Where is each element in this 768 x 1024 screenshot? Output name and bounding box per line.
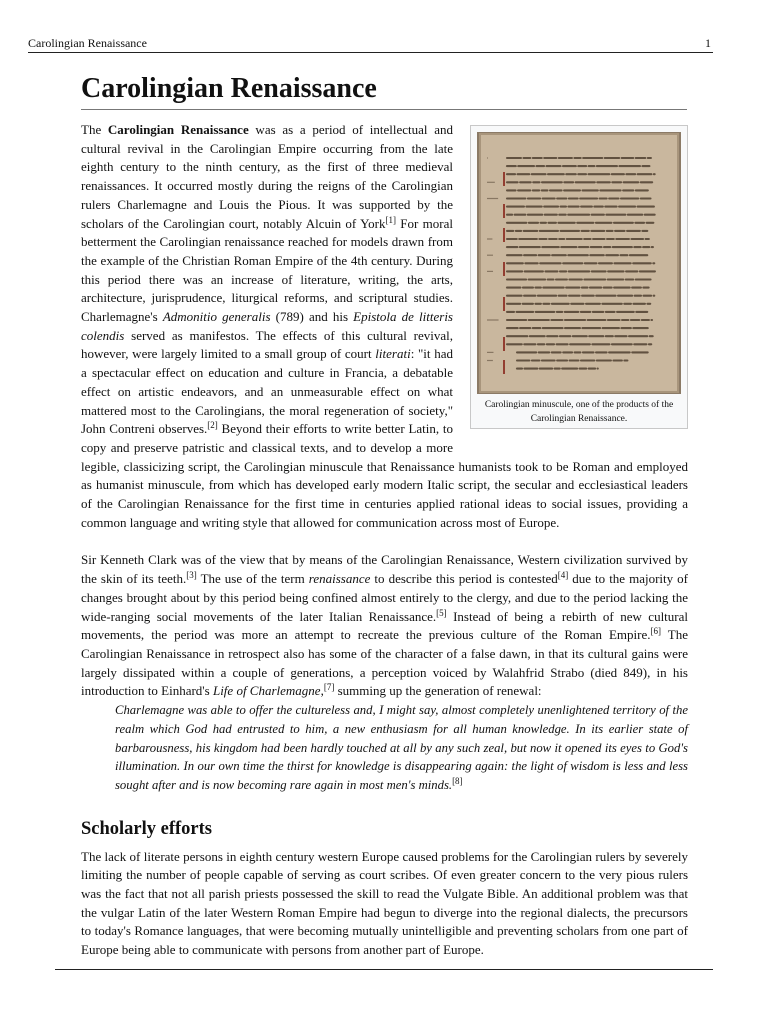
section-paragraph: The lack of literate persons in eighth century western Europe caused problems for the Carolingian rulers by severely limiting the number of people capable of serving as court scribes. Of even greater concern to the very pious rulers was the fact that not all parish priests possessed the skill to read the Vulgate Bible. An additional problem was that the vulgar Latin of the later Western Roman Empire had begun to diverge into the regional dialects, the precursors to today's Romance languages, that were becoming mutually unintelligible and preventing scholars from one part of Europe being able to communicate with persons from another part of Europe.: [81, 848, 688, 958]
citation-link[interactable]: [4]: [557, 570, 569, 581]
running-header: [28, 36, 711, 50]
page-number: 1: [705, 36, 711, 50]
page-title: Carolingian Renaissance: [81, 73, 377, 104]
intro-paragraph: The Carolingian Renaissance was as a period of intellectual and cultural revival in the Carolingian Empire occurring from the late eighth century to the ninth century, as the first of three medieval renaissances. It occurred mostly during the reigns of the Carolingian rulers Charlemagne and Louis the Pious. It was supported by the scholars of the Carolingian court, notably Alcuin of York[1] For moral betterment the Carolingian renaissance reached for models drawn from the example of the Christian Roman Empire of the 4th century. During this period there was an increase of literature, writing, the arts, architecture, jurisprudence, liturgical reforms, and scriptural studies. Charlemagne's Admonitio generalis (789) and his Epistola de litteris colendis served as manifestos. The effects of this cultural revival, however, were largely limited to a small group of court literati: "it had a spectacular effect on education and culture in Francia, a debatable effect on artistic endeavors, and an unmeasurable effect on what mattered most to the Carolingians, the moral regeneration of society," John Contreni observes.[2] Beyond their efforts to write better Latin, to copy and preserve patristic and classical texts, and to develop a more legible, classicizing script, the Carolingian minuscule that Renaissance humanists took to be Roman and employed as humanist minuscule, from which has developed early modern Italic script, the secular and ecclesiastical leaders of the Carolingian Renaissance for the first time in centuries applied rational ideas to social issues, providing a common language and writing style that allowed for communication across most of Europe.: [81, 122, 688, 530]
citation-link[interactable]: [6]: [650, 626, 661, 637]
header-rule: [28, 52, 713, 53]
subject-bold: Carolingian Renaissance: [107, 122, 249, 137]
article-body: [81, 121, 688, 960]
figure-box: [470, 125, 688, 429]
citation-link[interactable]: [7]: [323, 682, 335, 693]
title-rule: [81, 109, 687, 110]
citation-link[interactable]: [1]: [385, 214, 396, 225]
footer-rule: [55, 969, 713, 970]
manuscript-page-image: [477, 132, 681, 394]
citation-link[interactable]: [3]: [186, 570, 197, 581]
running-header-title: Carolingian Renaissance: [28, 36, 147, 50]
citation-link[interactable]: [8]: [452, 775, 463, 786]
figure-caption: Carolingian minuscule, one of the products of the Carolingian Renaissance.: [484, 400, 674, 424]
citation-link[interactable]: [5]: [436, 607, 447, 618]
clark-paragraph: Sir Kenneth Clark was of the view that by means of the Carolingian Renaissance, Western civilization survived by the skin of its teeth.[3] The use of the term renaissance to describe this period is contested[4] due to the majority of changes brought about by this period being confined almost entirely to the clergy, and due to the period lacking the wide-ranging social movements of the later Italian Renaissance.[5] Instead of being a rebirth of new cultural movements, the period was more an attempt to recreate the previous culture of the Roman Empire.[6] The Carolingian Renaissance in retrospect also has some of the character of a false dawn, in that its cultural gains were largely dissipated within a couple of generations, a perception voiced by Walahfrid Strabo (died 849), in his introduction to Einhard's Life of Charlemagne,[7] summing up the generation of renewal:: [81, 552, 688, 699]
citation-link[interactable]: [2]: [207, 420, 218, 431]
strabo-quote: Charlemagne was able to offer the cultureless and, I might say, almost completely unenlightened territory of the realm which God had entrusted to him, a new enthusiasm for all human knowledge. In its earlier state of barbarousness, his kingdom had been hardly touched at all by any such zeal, but now it opened its eyes to God's illumination. In our own time the thirst for knowledge is disappearing again: the light of wisdom is less and less sought after and is now becoming rare again in most men's minds.[8]: [115, 703, 688, 792]
section-heading: Scholarly efforts: [81, 818, 213, 839]
